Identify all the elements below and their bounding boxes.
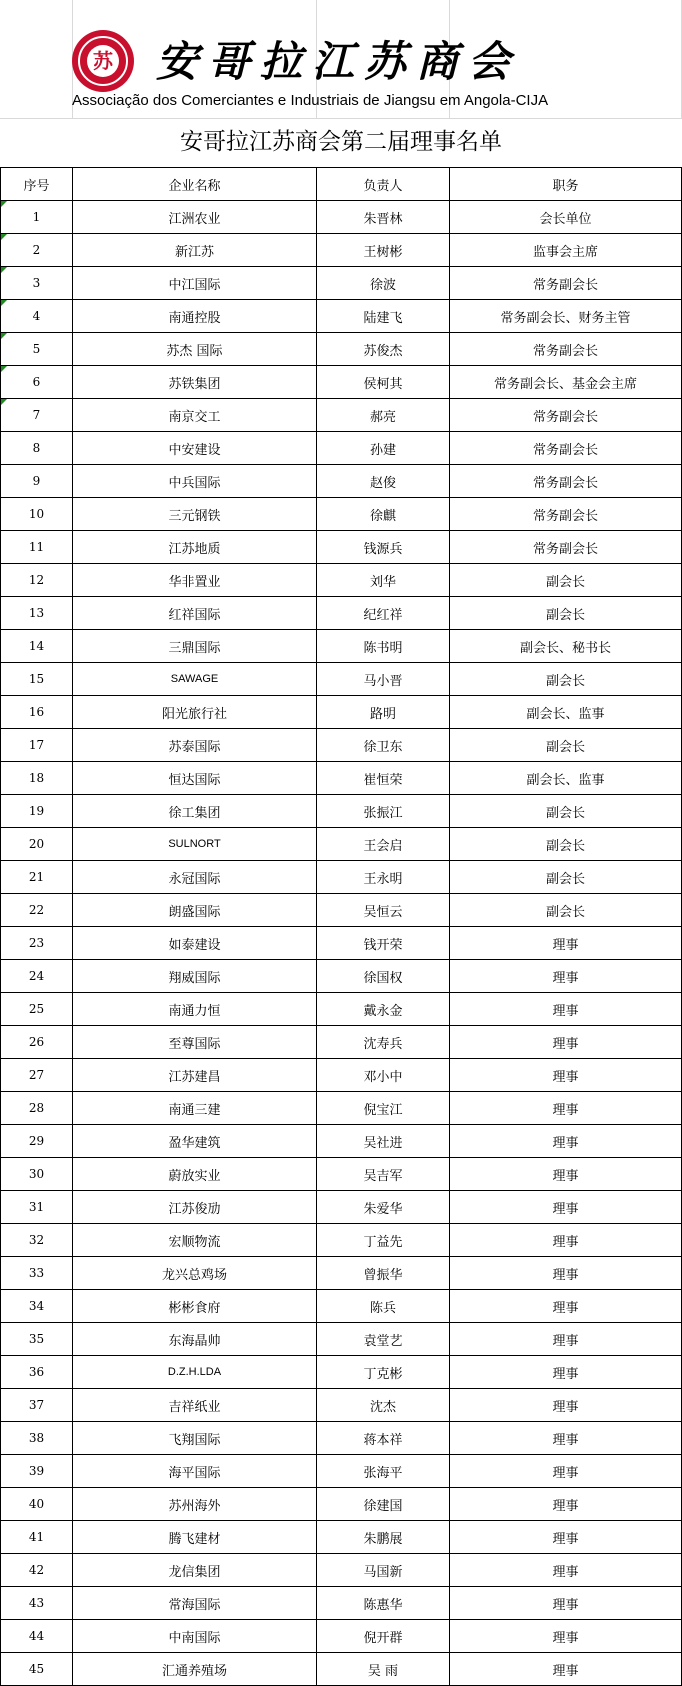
cell-seq: 14: [1, 630, 73, 663]
cell-person: 丁克彬: [317, 1356, 450, 1389]
cell-person: 吴吉军: [317, 1158, 450, 1191]
cell-company: 中江国际: [73, 267, 317, 300]
table-row: [1, 201, 682, 234]
cell-person: 徐建国: [317, 1488, 450, 1521]
cell-seq: 5: [1, 333, 73, 366]
table-row: [1, 795, 682, 828]
cell-seq: 12: [1, 564, 73, 597]
cell-company: 南通三建: [73, 1092, 317, 1125]
cell-seq: 25: [1, 993, 73, 1026]
cell-company: 翔威国际: [73, 960, 317, 993]
cell-seq: 20: [1, 828, 73, 861]
cell-person: 钱开荣: [317, 927, 450, 960]
cell-position: 副会长: [450, 894, 682, 927]
cell-company: D.Z.H.LDA: [73, 1356, 317, 1389]
roster-table: [0, 167, 682, 1686]
table-row: [1, 630, 682, 663]
cell-seq: 45: [1, 1653, 73, 1686]
cell-seq: 22: [1, 894, 73, 927]
cell-person: 倪宝江: [317, 1092, 450, 1125]
cell-position: 常务副会长、财务主管: [450, 300, 682, 333]
cell-seq: 19: [1, 795, 73, 828]
cell-person: 陆建飞: [317, 300, 450, 333]
table-row: [1, 696, 682, 729]
cell-seq: 43: [1, 1587, 73, 1620]
table-row: [1, 465, 682, 498]
cell-company: 飞翔国际: [73, 1422, 317, 1455]
cell-person: 沈寿兵: [317, 1026, 450, 1059]
letterhead: [0, 0, 682, 118]
header-seq: 序号: [1, 168, 73, 201]
cell-company: 苏泰国际: [73, 729, 317, 762]
cell-seq: 33: [1, 1257, 73, 1290]
table-row: [1, 894, 682, 927]
cell-seq: 2: [1, 234, 73, 267]
roster-body: [1, 201, 682, 1686]
cell-seq: 34: [1, 1290, 73, 1323]
table-row: [1, 333, 682, 366]
table-row: [1, 1191, 682, 1224]
cell-company: 三元钢铁: [73, 498, 317, 531]
cell-position: 理事: [450, 1554, 682, 1587]
grid-line: [0, 118, 682, 119]
cell-position: 常务副会长: [450, 531, 682, 564]
cell-person: 沈杰: [317, 1389, 450, 1422]
cell-company: 苏杰 国际: [73, 333, 317, 366]
cell-seq: 23: [1, 927, 73, 960]
cell-person: 蒋本祥: [317, 1422, 450, 1455]
cell-seq: 15: [1, 663, 73, 696]
cell-position: 理事: [450, 1323, 682, 1356]
cell-position: 副会长: [450, 663, 682, 696]
cell-position: 理事: [450, 1587, 682, 1620]
table-row: [1, 498, 682, 531]
cell-person: 吴恒云: [317, 894, 450, 927]
cell-company: 至尊国际: [73, 1026, 317, 1059]
cell-position: 理事: [450, 1059, 682, 1092]
cell-position: 常务副会长: [450, 399, 682, 432]
cell-seq: 37: [1, 1389, 73, 1422]
cell-company: 盈华建筑: [73, 1125, 317, 1158]
cell-seq: 41: [1, 1521, 73, 1554]
cell-company: 苏铁集团: [73, 366, 317, 399]
cell-seq: 11: [1, 531, 73, 564]
cell-seq: 36: [1, 1356, 73, 1389]
cell-position: 副会长: [450, 729, 682, 762]
table-row: [1, 1620, 682, 1653]
cell-company: 新江苏: [73, 234, 317, 267]
cell-position: 常务副会长: [450, 267, 682, 300]
cell-company: 江苏建昌: [73, 1059, 317, 1092]
cell-seq: 40: [1, 1488, 73, 1521]
cell-company: 彬彬食府: [73, 1290, 317, 1323]
cell-person: 王永明: [317, 861, 450, 894]
cell-person: 郝亮: [317, 399, 450, 432]
cell-position: 理事: [450, 1092, 682, 1125]
cell-person: 徐国权: [317, 960, 450, 993]
table-row: [1, 531, 682, 564]
cell-position: 理事: [450, 1422, 682, 1455]
cell-company: 中南国际: [73, 1620, 317, 1653]
cell-seq: 26: [1, 1026, 73, 1059]
table-row: [1, 399, 682, 432]
cell-person: 倪开群: [317, 1620, 450, 1653]
cell-position: 副会长: [450, 597, 682, 630]
cell-company: 朗盛国际: [73, 894, 317, 927]
cell-company: 蔚放实业: [73, 1158, 317, 1191]
cell-position: 理事: [450, 1026, 682, 1059]
cell-seq: 4: [1, 300, 73, 333]
cell-company: 江洲农业: [73, 201, 317, 234]
cell-seq: 35: [1, 1323, 73, 1356]
cell-position: 副会长、监事: [450, 696, 682, 729]
cell-position: 理事: [450, 1521, 682, 1554]
cell-position: 理事: [450, 1653, 682, 1686]
table-row: [1, 1257, 682, 1290]
table-row: [1, 1488, 682, 1521]
cell-position: 理事: [450, 1158, 682, 1191]
cell-company: 南通控股: [73, 300, 317, 333]
cell-company: 海平国际: [73, 1455, 317, 1488]
cell-company: 恒达国际: [73, 762, 317, 795]
cell-person: 丁益先: [317, 1224, 450, 1257]
cell-company: 中安建设: [73, 432, 317, 465]
cell-person: 张海平: [317, 1455, 450, 1488]
cell-seq: 28: [1, 1092, 73, 1125]
cell-seq: 13: [1, 597, 73, 630]
cell-person: 陈惠华: [317, 1587, 450, 1620]
table-row: [1, 1389, 682, 1422]
cell-person: 徐波: [317, 267, 450, 300]
cell-position: 副会长: [450, 795, 682, 828]
cell-person: 朱晋林: [317, 201, 450, 234]
cell-person: 袁堂艺: [317, 1323, 450, 1356]
cell-person: 戴永金: [317, 993, 450, 1026]
cell-company: 中兵国际: [73, 465, 317, 498]
table-row: [1, 762, 682, 795]
cell-person: 张振江: [317, 795, 450, 828]
cell-position: 副会长、秘书长: [450, 630, 682, 663]
cell-position: 副会长: [450, 861, 682, 894]
table-row: [1, 828, 682, 861]
table-row: [1, 1125, 682, 1158]
cell-seq: 29: [1, 1125, 73, 1158]
cell-seq: 9: [1, 465, 73, 498]
cell-position: 理事: [450, 960, 682, 993]
cell-company: 江苏俊劢: [73, 1191, 317, 1224]
cell-company: 永冠国际: [73, 861, 317, 894]
brand-portuguese-name: Associação dos Comerciantes e Industriais de Jiangsu em Angola-CIJA: [72, 92, 549, 109]
cell-person: 王树彬: [317, 234, 450, 267]
cell-person: 侯柯其: [317, 366, 450, 399]
cell-person: 陈书明: [317, 630, 450, 663]
cell-company: 宏顺物流: [73, 1224, 317, 1257]
table-row: [1, 1521, 682, 1554]
cell-seq: 27: [1, 1059, 73, 1092]
table-row: [1, 993, 682, 1026]
cell-person: 曾振华: [317, 1257, 450, 1290]
table-row: [1, 432, 682, 465]
cell-company: SULNORT: [73, 828, 317, 861]
cell-person: 朱爱华: [317, 1191, 450, 1224]
cell-position: 常务副会长: [450, 498, 682, 531]
cell-seq: 30: [1, 1158, 73, 1191]
table-row: [1, 366, 682, 399]
cell-company: 红祥国际: [73, 597, 317, 630]
cell-position: 理事: [450, 1290, 682, 1323]
cell-company: 龙兴总鸡场: [73, 1257, 317, 1290]
table-row: [1, 300, 682, 333]
cell-position: 理事: [450, 1620, 682, 1653]
cell-person: 朱鹏展: [317, 1521, 450, 1554]
cell-position: 理事: [450, 1356, 682, 1389]
table-row: [1, 960, 682, 993]
cell-company: SAWAGE: [73, 663, 317, 696]
table-row: [1, 1587, 682, 1620]
cell-seq: 38: [1, 1422, 73, 1455]
table-row: [1, 1158, 682, 1191]
table-row: [1, 267, 682, 300]
table-header-row: [1, 168, 682, 201]
table-row: [1, 234, 682, 267]
cell-person: 纪红祥: [317, 597, 450, 630]
cell-seq: 39: [1, 1455, 73, 1488]
cell-person: 马国新: [317, 1554, 450, 1587]
table-row: [1, 927, 682, 960]
cell-position: 理事: [450, 1455, 682, 1488]
cell-position: 理事: [450, 1191, 682, 1224]
cell-person: 赵俊: [317, 465, 450, 498]
table-row: [1, 1224, 682, 1257]
table-row: [1, 1653, 682, 1686]
cell-position: 理事: [450, 927, 682, 960]
cell-company: 苏州海外: [73, 1488, 317, 1521]
cell-person: 邓小中: [317, 1059, 450, 1092]
cell-seq: 3: [1, 267, 73, 300]
cell-person: 钱源兵: [317, 531, 450, 564]
cell-person: 徐麒: [317, 498, 450, 531]
cell-seq: 1: [1, 201, 73, 234]
cell-company: 如泰建设: [73, 927, 317, 960]
header-position: 职务: [450, 168, 682, 201]
cell-position: 监事会主席: [450, 234, 682, 267]
cell-person: 徐卫东: [317, 729, 450, 762]
cell-person: 陈兵: [317, 1290, 450, 1323]
table-row: [1, 1323, 682, 1356]
cell-position: 常务副会长、基金会主席: [450, 366, 682, 399]
table-row: [1, 1026, 682, 1059]
cell-company: 南通力恒: [73, 993, 317, 1026]
cell-seq: 7: [1, 399, 73, 432]
cell-company: 徐工集团: [73, 795, 317, 828]
cell-position: 理事: [450, 1224, 682, 1257]
cell-position: 理事: [450, 993, 682, 1026]
table-row: [1, 1059, 682, 1092]
cell-seq: 16: [1, 696, 73, 729]
header-person: 负责人: [317, 168, 450, 201]
cell-person: 孙建: [317, 432, 450, 465]
table-row: [1, 1092, 682, 1125]
cell-company: 江苏地质: [73, 531, 317, 564]
cell-seq: 31: [1, 1191, 73, 1224]
cell-company: 华非置业: [73, 564, 317, 597]
cell-position: 副会长: [450, 828, 682, 861]
cell-seq: 24: [1, 960, 73, 993]
cell-position: 理事: [450, 1389, 682, 1422]
cell-position: 常务副会长: [450, 465, 682, 498]
cell-seq: 8: [1, 432, 73, 465]
cell-position: 常务副会长: [450, 432, 682, 465]
cell-position: 会长单位: [450, 201, 682, 234]
document-title: 安哥拉江苏商会第二届理事名单: [180, 129, 502, 155]
cell-position: 副会长、监事: [450, 762, 682, 795]
table-row: [1, 1356, 682, 1389]
table-row: [1, 1455, 682, 1488]
cell-seq: 6: [1, 366, 73, 399]
table-row: [1, 729, 682, 762]
table-row: [1, 597, 682, 630]
cell-person: 马小晋: [317, 663, 450, 696]
table-row: [1, 1554, 682, 1587]
cell-seq: 10: [1, 498, 73, 531]
table-row: [1, 861, 682, 894]
cell-person: 苏俊杰: [317, 333, 450, 366]
cell-seq: 21: [1, 861, 73, 894]
table-row: [1, 1422, 682, 1455]
cell-company: 三鼎国际: [73, 630, 317, 663]
cell-person: 王会启: [317, 828, 450, 861]
cell-position: 理事: [450, 1488, 682, 1521]
cell-seq: 18: [1, 762, 73, 795]
cell-company: 阳光旅行社: [73, 696, 317, 729]
cell-company: 龙信集团: [73, 1554, 317, 1587]
table-row: [1, 663, 682, 696]
logo-emblem: 苏: [87, 45, 119, 77]
cell-position: 副会长: [450, 564, 682, 597]
chamber-logo-icon: [72, 30, 134, 92]
brand-chinese-name: 安哥拉江苏商会: [156, 37, 521, 86]
cell-company: 吉祥纸业: [73, 1389, 317, 1422]
cell-position: 常务副会长: [450, 333, 682, 366]
cell-company: 腾飞建材: [73, 1521, 317, 1554]
cell-person: 刘华: [317, 564, 450, 597]
cell-person: 吴社进: [317, 1125, 450, 1158]
cell-person: 吴 雨: [317, 1653, 450, 1686]
cell-person: 路明: [317, 696, 450, 729]
cell-company: 常海国际: [73, 1587, 317, 1620]
cell-company: 东海晶帅: [73, 1323, 317, 1356]
cell-position: 理事: [450, 1257, 682, 1290]
cell-position: 理事: [450, 1125, 682, 1158]
cell-seq: 44: [1, 1620, 73, 1653]
header-company: 企业名称: [73, 168, 317, 201]
cell-company: 南京交工: [73, 399, 317, 432]
cell-person: 崔恒荣: [317, 762, 450, 795]
cell-seq: 42: [1, 1554, 73, 1587]
cell-seq: 32: [1, 1224, 73, 1257]
cell-seq: 17: [1, 729, 73, 762]
table-row: [1, 1290, 682, 1323]
table-row: [1, 564, 682, 597]
cell-company: 汇通养殖场: [73, 1653, 317, 1686]
